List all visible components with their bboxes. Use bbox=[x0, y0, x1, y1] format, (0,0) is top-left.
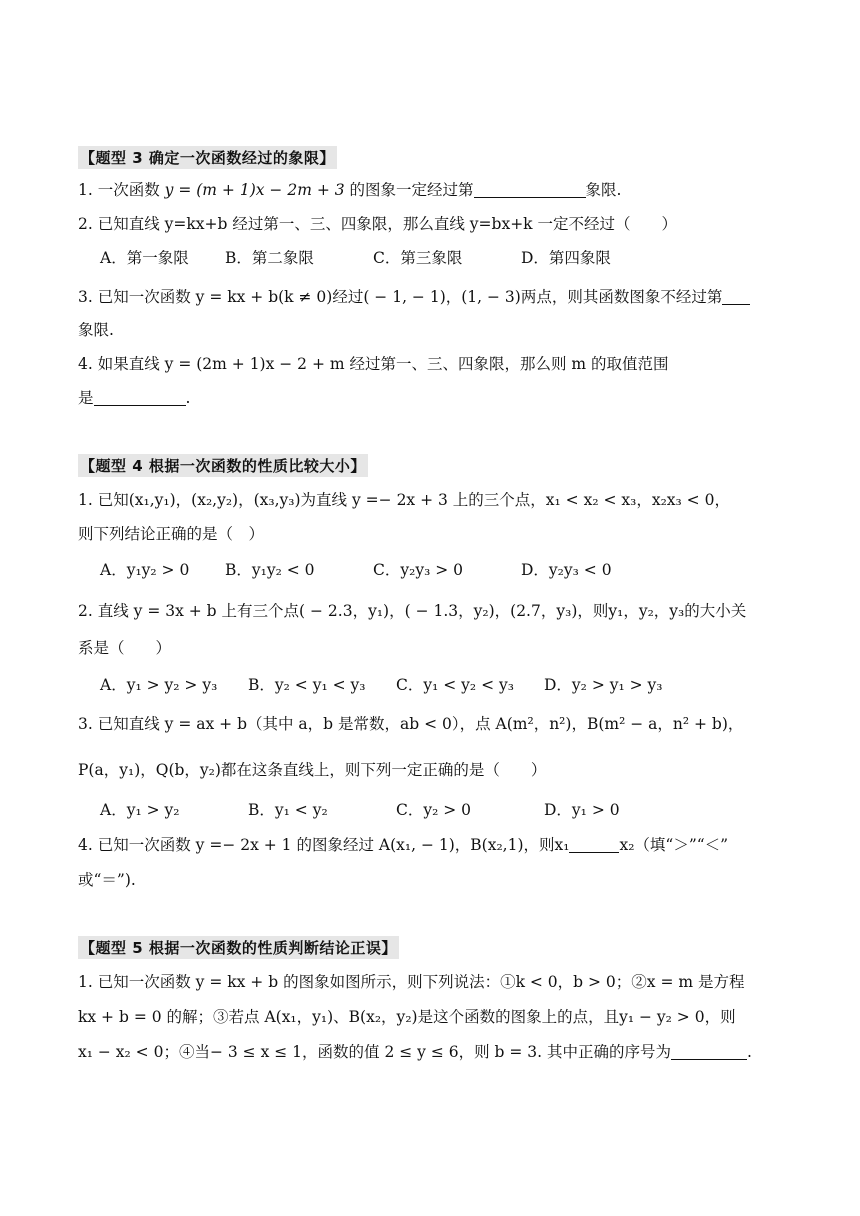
section-heading-3 bbox=[78, 146, 337, 169]
section-heading-5 bbox=[78, 936, 399, 959]
question-3-4: 4. 如果直线 y = (2m + 1)x − 2 + m 经过第一、三、四象限，那么则 m 的取值范围 bbox=[78, 355, 669, 373]
option-d[interactable]: D．y₁ > 0 bbox=[544, 801, 620, 819]
question-4-2: 2. 直线 y = 3x + b 上有三个点( − 2.3，y₁)，( − 1.3，y₂)，(2.7，y₃)，则y₁，y₂，y₃的大小关 bbox=[78, 602, 747, 620]
option-c[interactable]: C．y₂ > 0 bbox=[396, 801, 472, 819]
answer-blank[interactable] bbox=[94, 389, 186, 406]
options-4-2 bbox=[100, 673, 663, 697]
option-d[interactable]: D．第四象限 bbox=[521, 249, 611, 267]
option-b[interactable]: B．第二象限 bbox=[225, 249, 314, 267]
option-b[interactable]: B．y₂ < y₁ < y₃ bbox=[248, 676, 366, 694]
options-3-2 bbox=[100, 246, 611, 270]
question-4-3-cont: P(a，y₁)，Q(b，y₂)都在这条直线上，则下列一定正确的是（ ） bbox=[78, 761, 547, 779]
options-4-1 bbox=[100, 558, 612, 582]
question-text: 3. 已知一次函数 y = kx + b(k ≠ 0)经过( − 1, − 1)，(1, − 3)两点，则其函数图象不经过第 bbox=[78, 288, 723, 306]
question-4-2-cont: 系是（ ） bbox=[78, 639, 172, 657]
question-text: 1. 一次函数 bbox=[78, 181, 165, 199]
question-3-1 bbox=[78, 178, 621, 202]
section-heading-4 bbox=[78, 454, 368, 477]
option-c[interactable]: C．y₁ < y₂ < y₃ bbox=[396, 676, 514, 694]
section-title: 【题型 4 根据一次函数的性质比较大小】 bbox=[78, 454, 368, 477]
question-4-3: 3. 已知直线 y = ax + b（其中 a，b 是常数，ab < 0），点 A(m²，n²)，B(m² − a，n² + b)， bbox=[78, 715, 744, 733]
option-a[interactable]: A．第一象限 bbox=[100, 249, 189, 267]
option-b[interactable]: B．y₁y₂ < 0 bbox=[225, 561, 315, 579]
option-c[interactable]: C．第三象限 bbox=[373, 249, 463, 267]
question-4-4 bbox=[78, 833, 728, 857]
math-expression: y = (m + 1)x − 2m + 3 bbox=[164, 181, 345, 199]
option-c[interactable]: C．y₂y₃ > 0 bbox=[373, 561, 464, 579]
section-title: 【题型 3 确定一次函数经过的象限】 bbox=[78, 146, 337, 169]
question-text: x₁ − x₂ < 0；④当− 3 ≤ x ≤ 1，函数的值 2 ≤ y ≤ 6，则 b = 3. 其中正确的序号为 bbox=[78, 1043, 672, 1061]
question-4-4-cont: 或“＝”). bbox=[78, 871, 136, 889]
question-5-1: 1. 已知一次函数 y = kx + b 的图象如图所示，则下列说法：①k < 0，b > 0；②x = m 是方程 bbox=[78, 973, 745, 991]
answer-blank[interactable] bbox=[569, 836, 619, 853]
option-a[interactable]: A．y₁ > y₂ bbox=[100, 801, 180, 819]
options-4-3 bbox=[100, 798, 620, 822]
question-3-3-cont: 象限. bbox=[78, 321, 114, 339]
question-5-1-cont2: x₁ − x₂ < 0；④当− 3 ≤ x ≤ 1，函数的值 2 ≤ y ≤ 6，则 b = 3. 其中正确的序号为 . bbox=[78, 1043, 752, 1061]
question-text: 象限. bbox=[585, 181, 622, 199]
answer-blank[interactable] bbox=[474, 181, 586, 198]
question-4-1: 1. 已知(x₁,y₁)，(x₂,y₂)，(x₃,y₃)为直线 y =− 2x + 3 上的三个点，x₁ < x₂ < x₃，x₂x₃ < 0， bbox=[78, 491, 730, 509]
answer-blank[interactable] bbox=[671, 1043, 747, 1060]
answer-blank[interactable] bbox=[722, 288, 750, 305]
option-a[interactable]: A．y₁y₂ > 0 bbox=[100, 561, 190, 579]
question-3-2: 2. 已知直线 y=kx+b 经过第一、三、四象限，那么直线 y=bx+k 一定不经过（ ） bbox=[78, 215, 677, 233]
question-3-4-cont: 是 . bbox=[78, 389, 191, 407]
option-b[interactable]: B．y₁ < y₂ bbox=[248, 801, 328, 819]
question-3-3 bbox=[78, 285, 750, 309]
question-text: 4. 已知一次函数 y =− 2x + 1 的图象经过 A(x₁, − 1)，B(x₂,1)，则x₁ bbox=[78, 836, 570, 854]
option-a[interactable]: A．y₁ > y₂ > y₃ bbox=[100, 676, 218, 694]
question-text: 是 bbox=[78, 389, 94, 407]
question-text: x₂（填“＞”“＜” bbox=[619, 836, 729, 854]
option-d[interactable]: D．y₂y₃ < 0 bbox=[521, 561, 612, 579]
question-5-1-cont: kx + b = 0 的解；③若点 A(x₁，y₁)、B(x₂，y₂)是这个函数的图象上的点，且y₁ − y₂ > 0，则 bbox=[78, 1008, 736, 1026]
option-d[interactable]: D．y₂ > y₁ > y₃ bbox=[544, 676, 663, 694]
question-text: 的图象一定经过第 bbox=[344, 181, 474, 199]
section-title: 【题型 5 根据一次函数的性质判断结论正误】 bbox=[78, 936, 399, 959]
question-4-1-cont: 则下列结论正确的是（ ） bbox=[78, 525, 265, 543]
